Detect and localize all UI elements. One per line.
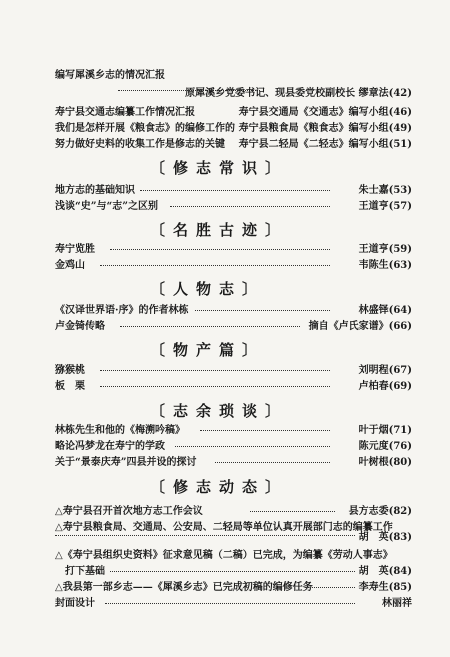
entry-page: (59) xyxy=(388,244,412,255)
leader-dots xyxy=(100,386,330,387)
toc-entry-author xyxy=(349,502,412,517)
toc-entry-title: 打下基础 xyxy=(65,566,105,577)
toc-entry-author xyxy=(359,562,412,577)
leader-dots xyxy=(195,310,330,311)
toc-entry-title: △寿宁县召开首次地方志工作会议 xyxy=(55,506,203,517)
toc-entry-2-author xyxy=(239,103,412,118)
entry-author: 摘自《卢氏家谱》 xyxy=(308,321,389,332)
entry-page: (83) xyxy=(388,532,412,543)
entry-author: 陈元度 xyxy=(358,441,389,452)
toc-entry-title: △《寿宁县组织史资料》征求意见稿（二稿）已完成，为编纂《劳动人事志》 xyxy=(55,550,393,561)
toc-entry-author xyxy=(359,240,412,255)
entry-page: (80) xyxy=(388,457,412,468)
entry-author: 寿宁县交通局《交通志》编写小组 xyxy=(238,107,389,118)
leader-dots xyxy=(110,249,330,250)
toc-entry-author xyxy=(359,197,412,212)
toc-entry-title: △寿宁县粮食局、交通局、公安局、二轻局等单位认真开展部门志的编纂工作 xyxy=(55,522,393,533)
toc-entry-title: 浅谈“史”与“志”之区别 xyxy=(55,201,159,212)
leader-dots xyxy=(175,446,330,447)
entry-author: 林盛铎 xyxy=(358,305,389,316)
toc-entry-4-author xyxy=(239,135,412,150)
entry-author: 李寿生 xyxy=(358,582,389,593)
toc-entry-author xyxy=(359,528,412,543)
section-title-mingsheng-guji: 〔名胜古迹〕 xyxy=(150,221,289,239)
entry-page: (49) xyxy=(388,123,412,134)
entry-author: 王道亨 xyxy=(358,244,389,255)
entry-page: (53) xyxy=(388,185,412,196)
entry-page: (82) xyxy=(388,506,412,517)
toc-entry-title: 封面设计 xyxy=(55,598,95,609)
toc-entry-title: 板 栗 xyxy=(55,381,85,392)
entry-page: (46) xyxy=(388,107,412,118)
entry-page: (67) xyxy=(388,365,412,376)
toc-entry-author xyxy=(359,578,412,593)
toc-entry-author xyxy=(359,421,412,436)
entry-author: 叶树根 xyxy=(358,457,389,468)
toc-entry-author xyxy=(309,317,412,332)
section-title-zhiyu-suotan: 〔志余琐谈〕 xyxy=(150,402,289,420)
section-title-xiuzhi-dongtai: 〔修志动态〕 xyxy=(150,478,289,496)
entry-author: 卢柏春 xyxy=(358,381,389,392)
toc-entry-2-title: 寿宁县交通志编纂工作情况汇报 xyxy=(55,107,195,118)
entry-page: (84) xyxy=(388,566,412,577)
intro-title: 编写犀溪乡志的情况汇报 xyxy=(55,70,165,81)
entry-author: 刘明程 xyxy=(358,365,389,376)
toc-entry-author xyxy=(382,594,412,609)
toc-entry-title: △我县第一部乡志——《犀溪乡志》已完成初稿的编修任务 xyxy=(55,582,313,593)
entry-page: (63) xyxy=(388,260,412,271)
leader-dots xyxy=(110,571,355,572)
entry-author: 叶于烟 xyxy=(358,425,389,436)
toc-entry-author xyxy=(359,453,412,468)
entry-author: 缪章法 xyxy=(358,88,389,99)
toc-entry-title: 地方志的基础知识 xyxy=(55,185,135,196)
entry-author: 胡 英 xyxy=(358,532,389,543)
toc-entry-3-title: 我们是怎样开展《粮食志》的编修工作的 xyxy=(55,123,235,134)
entry-author: 王道亨 xyxy=(358,201,389,212)
entry-author: 林丽祥 xyxy=(382,598,412,609)
section-title-wuchan-pian: 〔物产篇〕 xyxy=(150,341,266,359)
entry-page: (51) xyxy=(388,139,412,150)
toc-entry-title: 《汉译世界语·序》的作者林栋 xyxy=(55,305,189,316)
section-title-xiuzhi-changshi: 〔修志常识〕 xyxy=(150,159,289,177)
entry-author: 寿宁县二轻局《二轻志》编写小组 xyxy=(238,139,389,150)
leader-dots xyxy=(215,462,330,463)
leader-dots xyxy=(100,370,330,371)
entry-author: 韦陈生 xyxy=(358,260,389,271)
entry-page: (69) xyxy=(388,381,412,392)
entry-text: 原犀溪乡党委书记、现县委党校副校长 xyxy=(185,88,356,99)
toc-entry-title: 关于“景泰庆寿”四县并设的探讨 xyxy=(55,457,197,468)
leader-dots xyxy=(140,190,330,191)
entry-author: 胡 英 xyxy=(358,566,389,577)
toc-entry-author xyxy=(359,437,412,452)
toc-entry-author xyxy=(359,256,412,271)
toc-entry-title: 猕猴桃 xyxy=(55,365,85,376)
entry-page: (71) xyxy=(388,425,412,436)
toc-entry-author xyxy=(359,361,412,376)
entry-author: 朱士嘉 xyxy=(358,185,389,196)
toc-entry-title: 略论冯梦龙在寿宁的学政 xyxy=(55,441,165,452)
leader-dots xyxy=(200,430,330,431)
leader-dots xyxy=(170,206,330,207)
entry-author: 寿宁县粮食局《粮食志》编写小组 xyxy=(238,123,389,134)
toc-entry-4-title: 努力做好史料的收集工作是修志的关键 xyxy=(55,139,225,150)
leader-dots xyxy=(120,326,300,327)
entry-page: (64) xyxy=(388,305,412,316)
toc-entry-title: 卢金锜传略 xyxy=(55,321,105,332)
entry-page: (76) xyxy=(388,441,412,452)
leader-dots xyxy=(100,265,330,266)
toc-entry-author xyxy=(359,377,412,392)
entry-page: (42) xyxy=(388,88,412,99)
toc-entry-3-author xyxy=(239,119,412,134)
entry-page: (85) xyxy=(388,582,412,593)
entry-author: 县方志委 xyxy=(348,506,389,517)
toc-entry-author xyxy=(359,301,412,316)
leader-dots xyxy=(305,587,355,588)
leader-dots xyxy=(55,535,355,536)
toc-entry-1 xyxy=(185,84,412,99)
toc-entry-title: 林栋先生和他的《梅溯吟稿》 xyxy=(55,425,185,436)
toc-entry-title: 金鸡山 xyxy=(55,260,85,271)
section-title-renwu-zhi: 〔人物志〕 xyxy=(150,280,266,298)
toc-entry-author xyxy=(359,181,412,196)
leader-dots xyxy=(250,511,335,512)
entry-page: (57) xyxy=(388,201,412,212)
leader-dots xyxy=(105,603,355,604)
entry-page: (66) xyxy=(388,321,412,332)
toc-entry-title: 寿宁览胜 xyxy=(55,244,95,255)
